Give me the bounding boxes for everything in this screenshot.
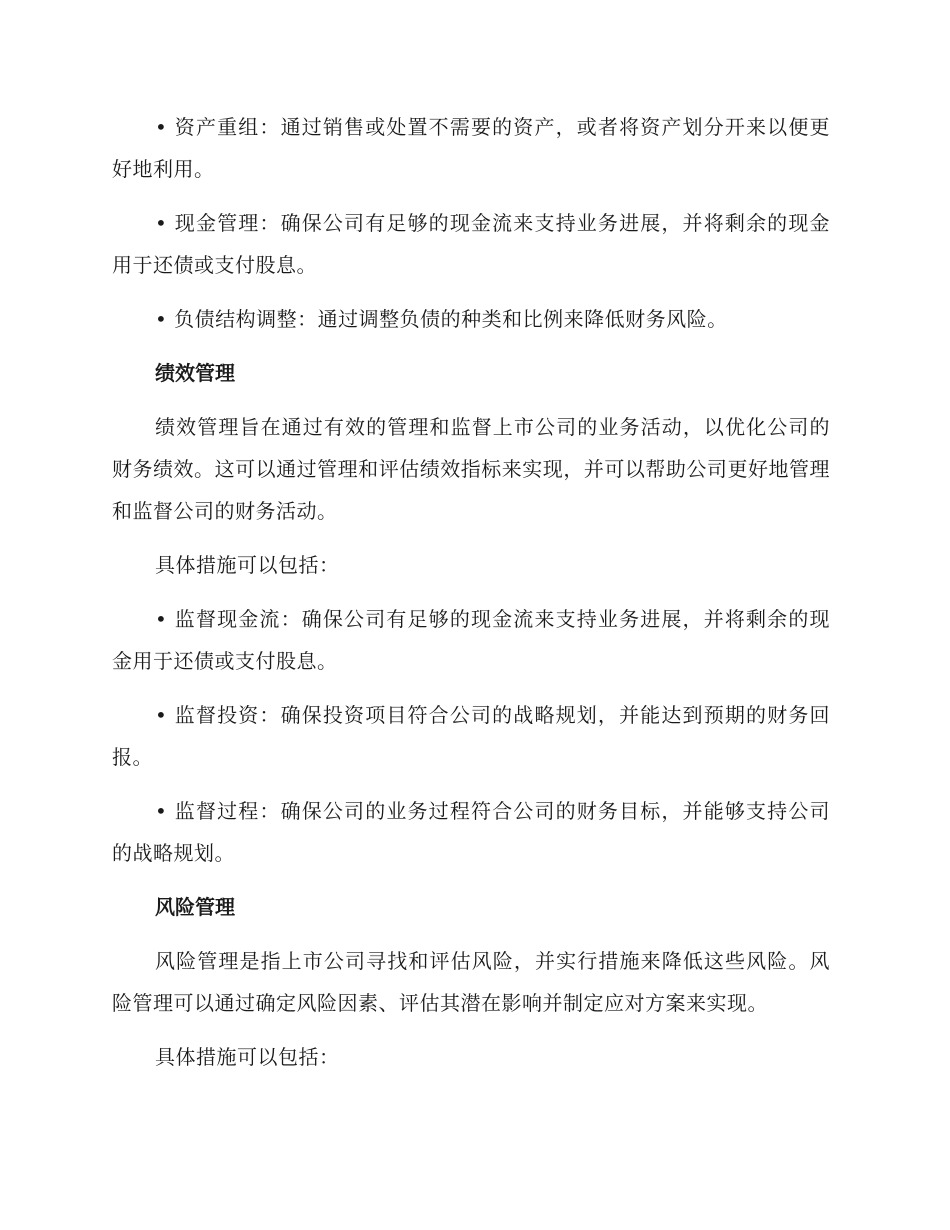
bullet-asset-restructuring: • 资产重组：通过销售或处置不需要的资产，或者将资产划分开来以便更好地利用。 — [112, 115, 830, 181]
document-page — [112, 106, 830, 1078]
performance-intro-paragraph: 绩效管理旨在通过有效的管理和监督上市公司的业务活动，以优化公司的财务绩效。这可以通过管理和评估绩效指标来实现，并可以帮助公司更好地管理和监督公司的财务活动。 — [112, 415, 830, 523]
bullet-cash-management: • 现金管理：确保公司有足够的现金流来支持业务进展，并将剩余的现金用于还债或支付股息。 — [112, 211, 830, 277]
bullet-monitor-cashflow: • 监督现金流：确保公司有足够的现金流来支持业务进展，并将剩余的现金用于还债或支付股息。 — [112, 607, 830, 673]
risk-intro-paragraph: 风险管理是指上市公司寻找和评估风险，并实行措施来降低这些风险。风险管理可以通过确定风险因素、评估其潜在影响并制定应对方案来实现。 — [112, 949, 830, 1015]
performance-measures-lead: 具体措施可以包括： — [155, 553, 340, 577]
bullet-monitor-process: • 监督过程：确保公司的业务过程符合公司的财务目标，并能够支持公司的战略规划。 — [112, 799, 830, 865]
section-heading-performance: 绩效管理 — [155, 361, 235, 385]
risk-measures-lead: 具体措施可以包括： — [155, 1045, 340, 1069]
bullet-debt-structure: • 负债结构调整：通过调整负债的种类和比例来降低财务风险。 — [155, 307, 728, 331]
bullet-monitor-investment: • 监督投资：确保投资项目符合公司的战略规划，并能达到预期的财务回报。 — [112, 703, 830, 769]
section-heading-risk: 风险管理 — [155, 895, 235, 919]
